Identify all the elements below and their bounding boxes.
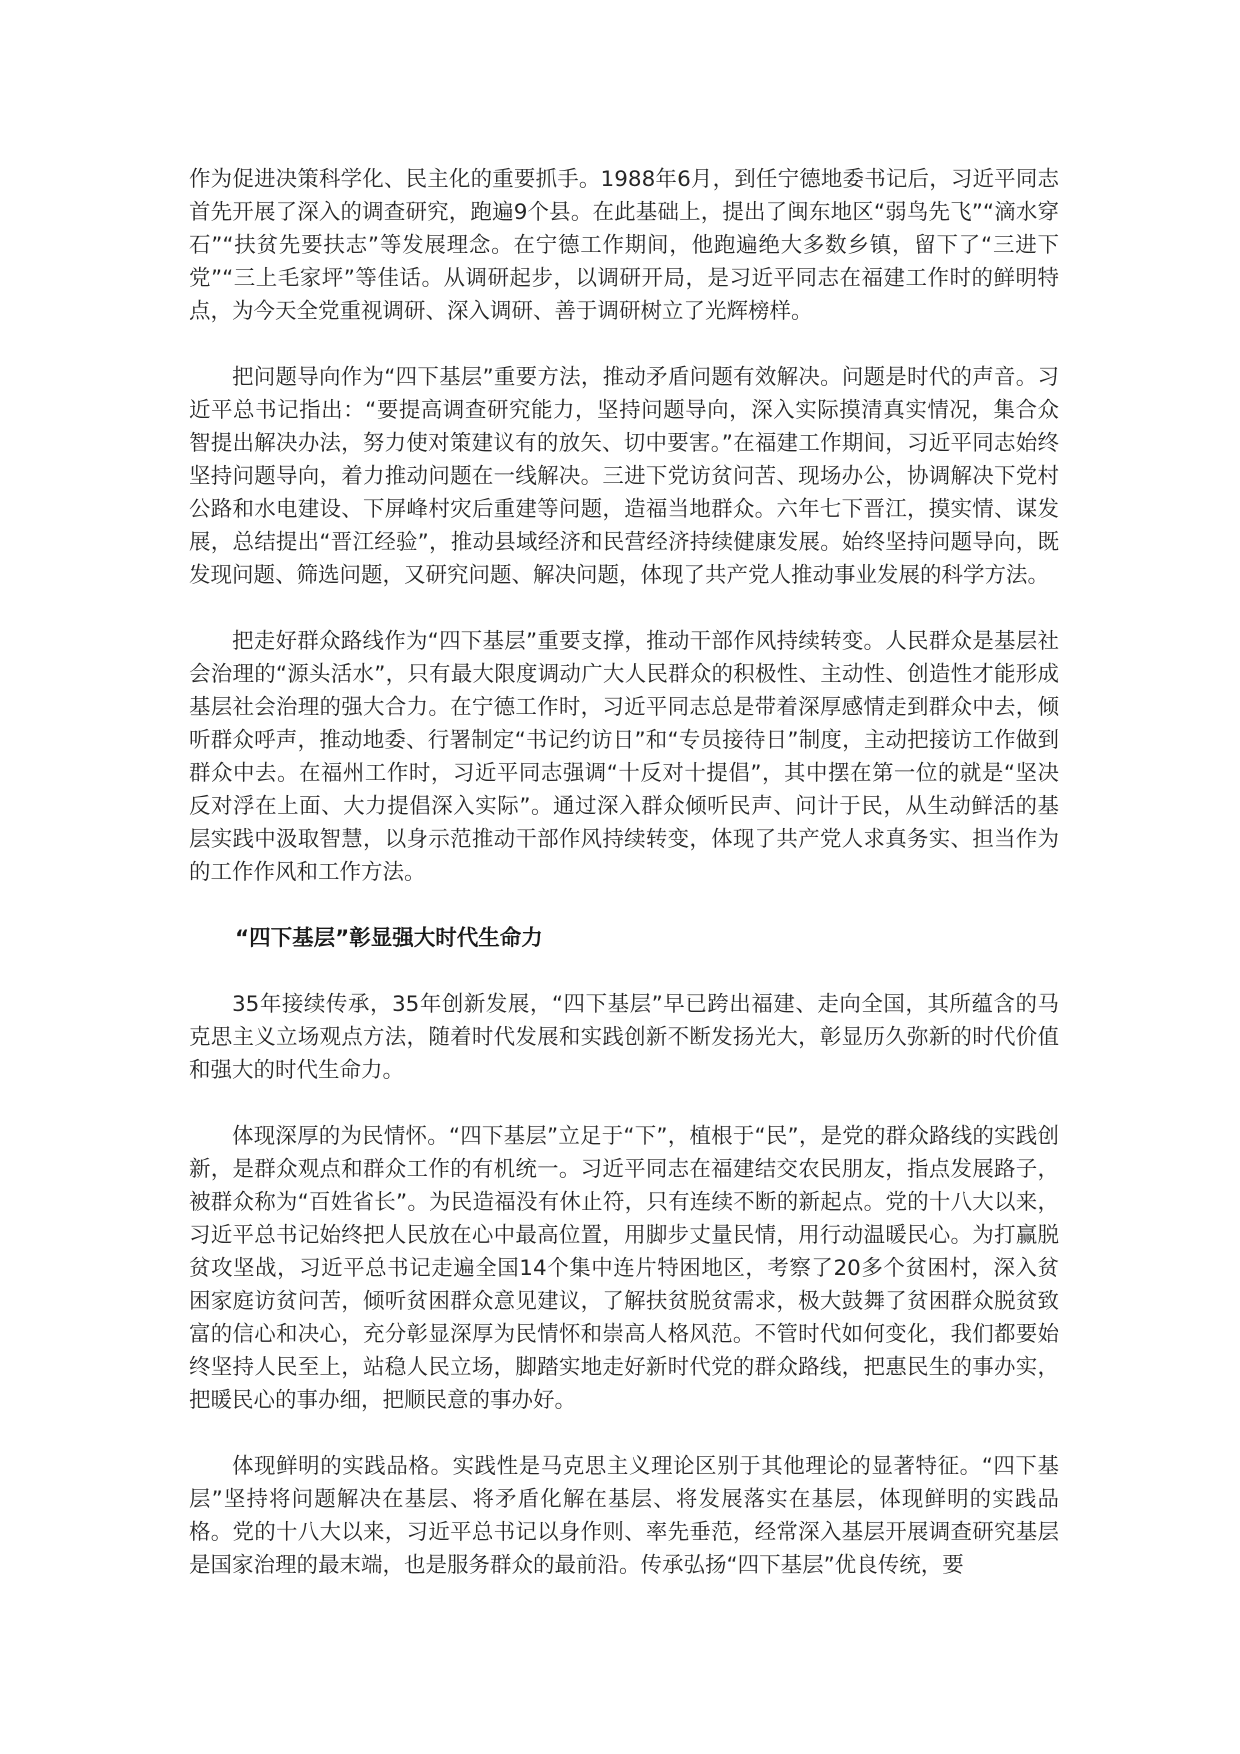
section-heading: “四下基层”彰显强大时代生命力 bbox=[235, 926, 543, 951]
paragraph-mass-line: 把走好群众路线作为“四下基层”重要支撑，推动干部作风持续转变。人民群众是基层社会治理的“源头活水”，只有最大限度调动广大人民群众的积极性、主动性、创造性才能形成基层社会治理的强大合力。在宁德工作时，习近平同志总是带着深厚感情走到群众中去，倾听群众呼声，推动地委、行署制定“书记约访日”和“专员接待日”制度，主动把接访工作做到群众中去。在福州工作时，习近平同志强调“十反对十提倡”，其中摆在第一位的就是“坚决反对浮在上面、大力提倡深入实际”。通过深入群众倾听民声、问计于民，从生动鲜活的基层实践中汲取智慧，以身示范推动干部作风持续转变，体现了共产党人求真务实、担当作为的工作作风和工作方法。 bbox=[189, 629, 1059, 885]
paragraph-practice-character: 体现鲜明的实践品格。实践性是马克思主义理论区别于其他理论的显著特征。“四下基层”坚持将问题解决在基层、将矛盾化解在基层、将发展落实在基层，体现鲜明的实践品格。党的十八大以来，习近平总书记以身作则、率先垂范，经常深入基层开展调查研究基层是国家治理的最末端，也是服务群众的最前沿。传承弘扬“四下基层”优良传统，要 bbox=[189, 1454, 1059, 1578]
paragraph-35-years: 35年接续传承，35年创新发展，“四下基层”早已跨出福建、走向全国，其所蕴含的马克思主义立场观点方法，随着时代发展和实践创新不断发扬光大，彰显历久弥新的时代价值和强大的时代生命力。 bbox=[189, 992, 1059, 1083]
document-page bbox=[189, 163, 1059, 1582]
paragraph-people-centered: 体现深厚的为民情怀。“四下基层”立足于“下”，植根于“民”，是党的群众路线的实践创新，是群众观点和群众工作的有机统一。习近平同志在福建结交农民朋友，指点发展路子，被群众称为“百姓省长”。为民造福没有休止符，只有连续不断的新起点。党的十八大以来，习近平总书记始终把人民放在心中最高位置，用脚步丈量民情，用行动温暖民心。为打赢脱贫攻坚战，习近平总书记走遍全国14个集中连片特困地区，考察了20多个贫困村，深入贫困家庭访贫问苦，倾听贫困群众意见建议，了解扶贫脱贫需求，极大鼓舞了贫困群众脱贫致富的信心和决心，充分彰显深厚为民情怀和崇高人格风范。不管时代如何变化，我们都要始终坚持人民至上，站稳人民立场，脚踏实地走好新时代党的群众路线，把惠民生的事办实，把暖民心的事办细，把顺民意的事办好。 bbox=[189, 1124, 1059, 1413]
paragraph-problem-orientation: 把问题导向作为“四下基层”重要方法，推动矛盾问题有效解决。问题是时代的声音。习近平总书记指出：“要提高调查研究能力，坚持问题导向，深入实际摸清真实情况，集合众智提出解决办法，努力使对策建议有的放矢、切中要害。”在福建工作期间，习近平同志始终坚持问题导向，着力推动问题在一线解决。三进下党访贫问苦、现场办公，协调解决下党村公路和水电建设、下屏峰村灾后重建等问题，造福当地群众。六年七下晋江，摸实情、谋发展，总结提出“晋江经验”，推动县域经济和民营经济持续健康发展。始终坚持问题导向，既发现问题、筛选问题，又研究问题、解决问题，体现了共产党人推动事业发展的科学方法。 bbox=[189, 365, 1059, 588]
paragraph-research-intro: 作为促进决策科学化、民主化的重要抓手。1988年6月，到任宁德地委书记后，习近平同志首先开展了深入的调查研究，跑遍9个县。在此基础上，提出了闽东地区“弱鸟先飞”“滴水穿石”“扶贫先要扶志”等发展理念。在宁德工作期间，他跑遍绝大多数乡镇，留下了“三进下党”“三上毛家坪”等佳话。从调研起步，以调研开局，是习近平同志在福建工作时的鲜明特点，为今天全党重视调研、深入调研、善于调研树立了光辉榜样。 bbox=[189, 167, 1059, 324]
